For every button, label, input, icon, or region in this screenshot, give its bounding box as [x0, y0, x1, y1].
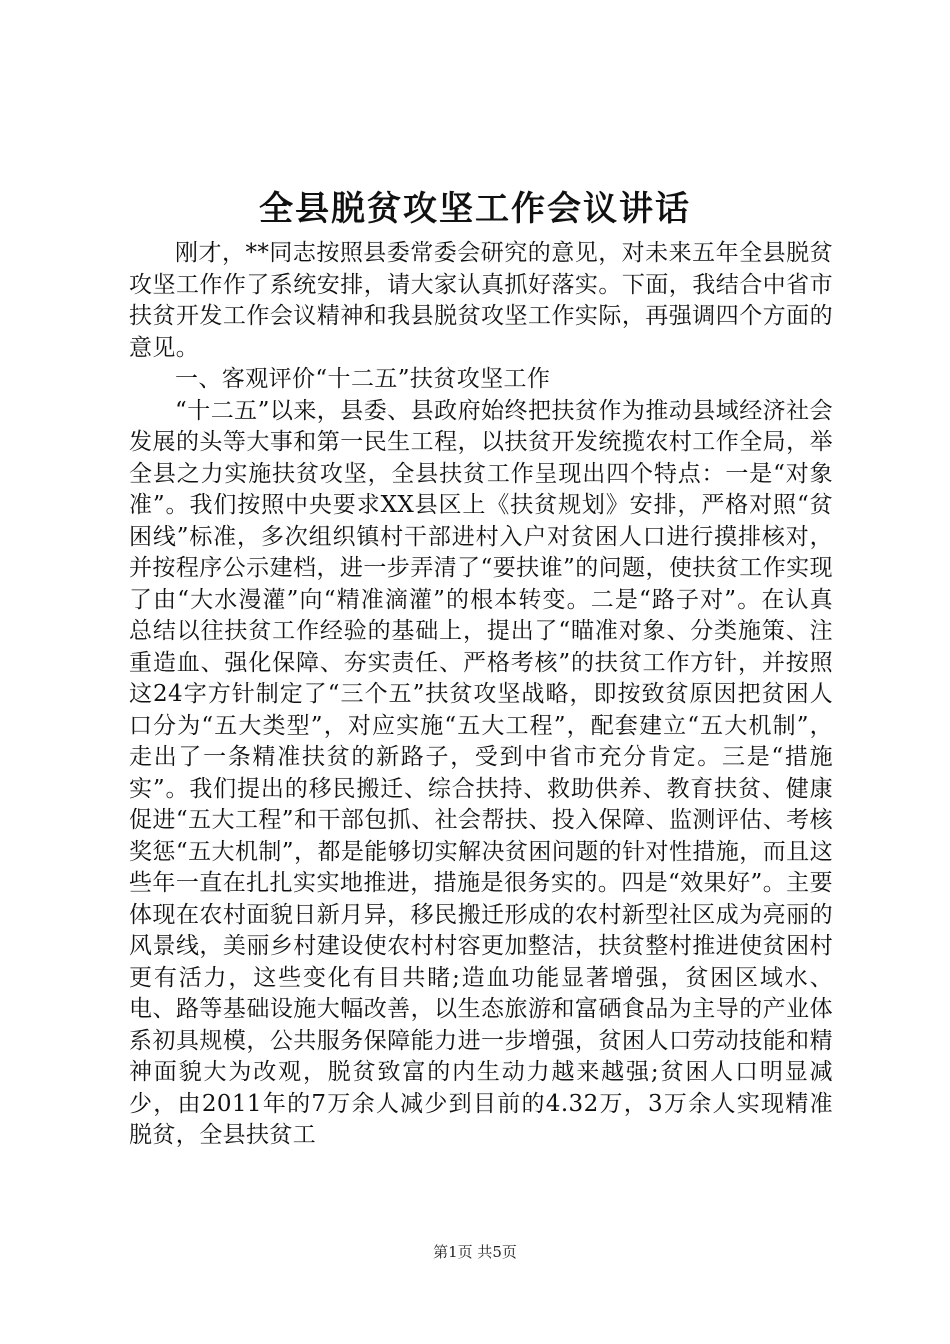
- paragraph-review: “十二五”以来，县委、县政府始终把扶贫作为推动县域经济社会发展的头等大事和第一民生工程，以扶贫开发统揽农村工作全局，举全县之力实施扶贫攻坚，全县扶贫工作呈现出四个特点：一是“对象准”。我们按照中央要求XX县区上《扶贫规划》安排，严格对照“贫困线”标准，多次组织镇村干部进村入户对贫困人口进行摸排核对，并按程序公示建档，进一步弄清了“要扶谁”的问题，使扶贫工作实现了由“大水漫灌”向“精准滴灌”的根本转变。二是“路子对”。在认真总结以往扶贫工作经验的基础上，提出了“瞄准对象、分类施策、注重造血、强化保障、夯实责任、严格考核”的扶贫工作方针，并按照这24字方针制定了“三个五”扶贫攻坚战略，即按致贫原因把贫困人口分为“五大类型”，对应实施“五大工程”，配套建立“五大机制”，走出了一条精准扶贫的新路子，受到中省市充分肯定。三是“措施实”。我们提出的移民搬迁、综合扶持、救助供养、教育扶贫、健康促进“五大工程”和干部包抓、社会帮扶、投入保障、监测评估、考核奖惩“五大机制”，都是能够切实解决贫困问题的针对性措施，而且这些年一直在扎扎实实地推进，措施是很务实的。四是“效果好”。主要体现在农村面貌日新月异，移民搬迁形成的农村新型社区成为亮丽的风景线，美丽乡村建设使农村村容更加整洁，扶贫整村推进使贫困村更有活力，这些变化有目共睹;造血功能显著增强，贫困区域水、电、路等基础设施大幅改善，以生态旅游和富硒食品为主导的产业体系初具规模，公共服务保障能力进一步增强，贫困人口劳动技能和精神面貌大为改观，脱贫致富的内生动力越来越强;贫困人口明显减少，由2011年的7万余人减少到目前的4.32万，3万余人实现精准脱贫，全县扶贫工: [129, 397, 833, 1148]
- document-title: 全县脱贫攻坚工作会议讲话: [259, 189, 691, 229]
- document-body: [129, 238, 833, 1152]
- section-heading: 一、客观评价“十二五”扶贫攻坚工作: [175, 366, 551, 392]
- page-number-footer: 第1页 共5页: [433, 1243, 517, 1261]
- paragraph-intro: 刚才，**同志按照县委常委会研究的意见，对未来五年全县脱贫攻坚工作作了系统安排，请大家认真抓好落实。下面，我结合中省市扶贫开发工作会议精神和我县脱贫攻坚工作实际，再强调四个方面的意见。: [129, 240, 833, 361]
